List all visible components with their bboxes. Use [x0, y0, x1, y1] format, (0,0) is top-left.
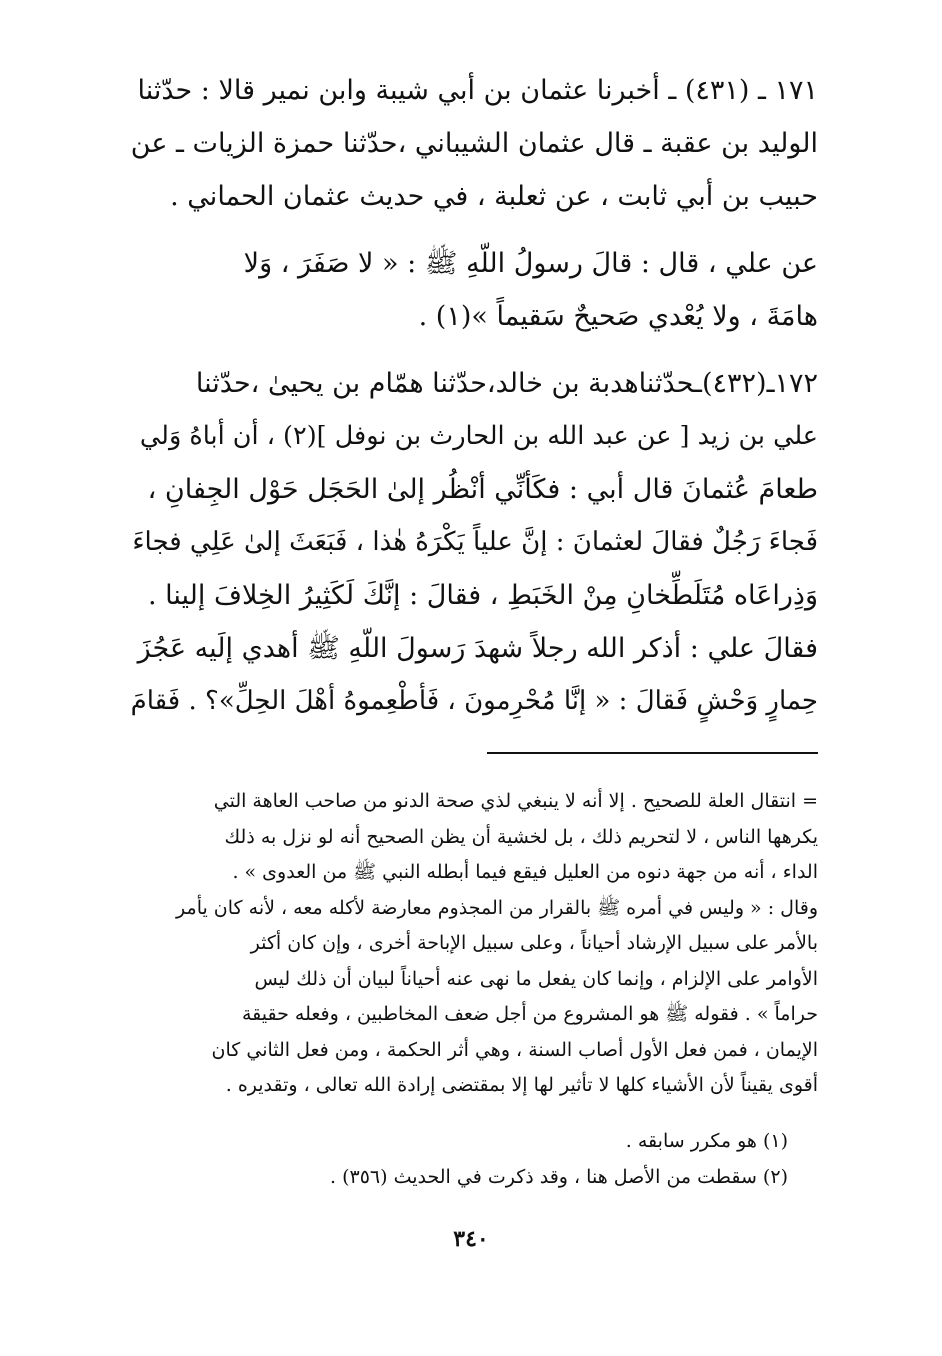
hadith-paragraph-171	[128, 64, 818, 223]
text-line: هامَةَ ، ولا يُعْدي صَحيحٌ سَقيماً »(١) .	[418, 301, 818, 332]
footnote-divider	[487, 752, 818, 754]
footnote-continuation	[128, 784, 818, 1104]
footnote-line: الإيمان ، فمن فعل الأول أصاب السنة ، وهي أثر الحكمة ، ومن فعل الثاني كان	[211, 1038, 818, 1061]
text-line: حِمارٍ وَحْشٍ فَقالَ : « إنَّا مُحْرِمونَ ، فَأطْعِموهُ أهْلَ الحِلِّ»؟ . فَقامَ	[130, 686, 818, 716]
footnote-2: (٢) سقطت من الأصل هنا ، وقد ذكرت في الحديث (٣٥٦) .	[330, 1166, 788, 1188]
footnote-line: الأوامر على الإلزام ، وإنما كان يفعل ما نهى عنه أحياناً لبيان أن ذلك ليس	[254, 967, 818, 990]
text-line: علي بن زيد [ عن عبد الله بن الحارث بن نوفل ](٢) ، أن أباهُ وَلي	[139, 421, 818, 451]
footnote-line: أقوى يقيناً لأن الأشياء كلها لا تأثير لها إلا بمقتضى إرادة الله تعالى ، وتقديره .	[225, 1074, 818, 1096]
text-line: وَذِراعَاه مُتَلَطِّخانِ مِنْ الخَبَطِ ، فقالَ : إنَّكَ لَكَثِيرُ الخِلافَ إلينا .	[147, 580, 818, 611]
text-line: عن علي ، قال : قالَ رسولُ اللّهِ ﷺ : « لا صَفَرَ ، وَلا	[243, 248, 818, 279]
text-line: ١٧١ ـ (٤٣١) ـ أخبرنا عثمان بن أبي شيبة وابن نمير قالا : حدّثنا	[137, 75, 818, 106]
text-line: فقالَ علي : أذكر الله رجلاً شهدَ رَسولَ اللّهِ ﷺ أهدي إلَيه عَجُزَ	[137, 633, 818, 664]
text-line: فَجاءَ رَجُلٌ فقالَ لعثمانَ : إنَّ علياً يَكْرَهُ هٰذا ، فَبَعَثَ إلىٰ عَلِي فجاءَ	[132, 527, 818, 557]
footnote-line: حراماً » . فقوله ﷺ هو المشروع من أجل ضعف المخاطبين ، وفعله حقيقة	[241, 1003, 818, 1025]
hadith-text-paragraph	[128, 237, 818, 343]
footnote-line: يكرهها الناس ، لا لتحريم ذلك ، بل لخشية أن يظن الصحيح أنه لو نزل به ذلك	[224, 825, 818, 848]
footnote-1: (١) هو مكرر سابقه .	[625, 1130, 788, 1152]
text-line: ١٧٢ـ(٤٣٢)ـحدّثناهدبة بن خالد،حدّثنا همّام بن يحيىٰ ،حدّثنا	[195, 368, 818, 399]
page-number: ٣٤٠	[453, 1226, 489, 1252]
footnote-line: = انتقال العلة للصحيح . إلا أنه لا ينبغي لذي صحة الدنو من صاحب العاهة التي	[213, 790, 818, 812]
text-line: حبيب بن أبي ثابت ، عن ثعلبة ، في حديث عثمان الحماني .	[170, 181, 818, 212]
footnote-line: وقال : « وليس في أمره ﷺ بالقرار من المجذوم معارضة لأكله معه ، لأنه كان يأمر	[176, 896, 818, 919]
footnote-line: الداء ، أنه من جهة دنوه من العليل فيقع فيما أبطله النبي ﷺ من العدوى » .	[232, 861, 818, 883]
hadith-paragraph-172	[128, 357, 818, 728]
text-line: طعامَ عُثمانَ قال أبي : فكَأنِّي أنْظُر إلىٰ الحَجَل حَوْل الجِفانِ ،	[147, 474, 818, 505]
text-line: الوليد بن عقبة ـ قال عثمان الشيباني ،حدّثنا حمزة الزيات ـ عن	[130, 128, 818, 159]
footnote-line: بالأمر على سبيل الإرشاد أحياناً ، وعلى سبيل الإباحة أخرى ، وإن كان أكثر	[250, 932, 818, 954]
